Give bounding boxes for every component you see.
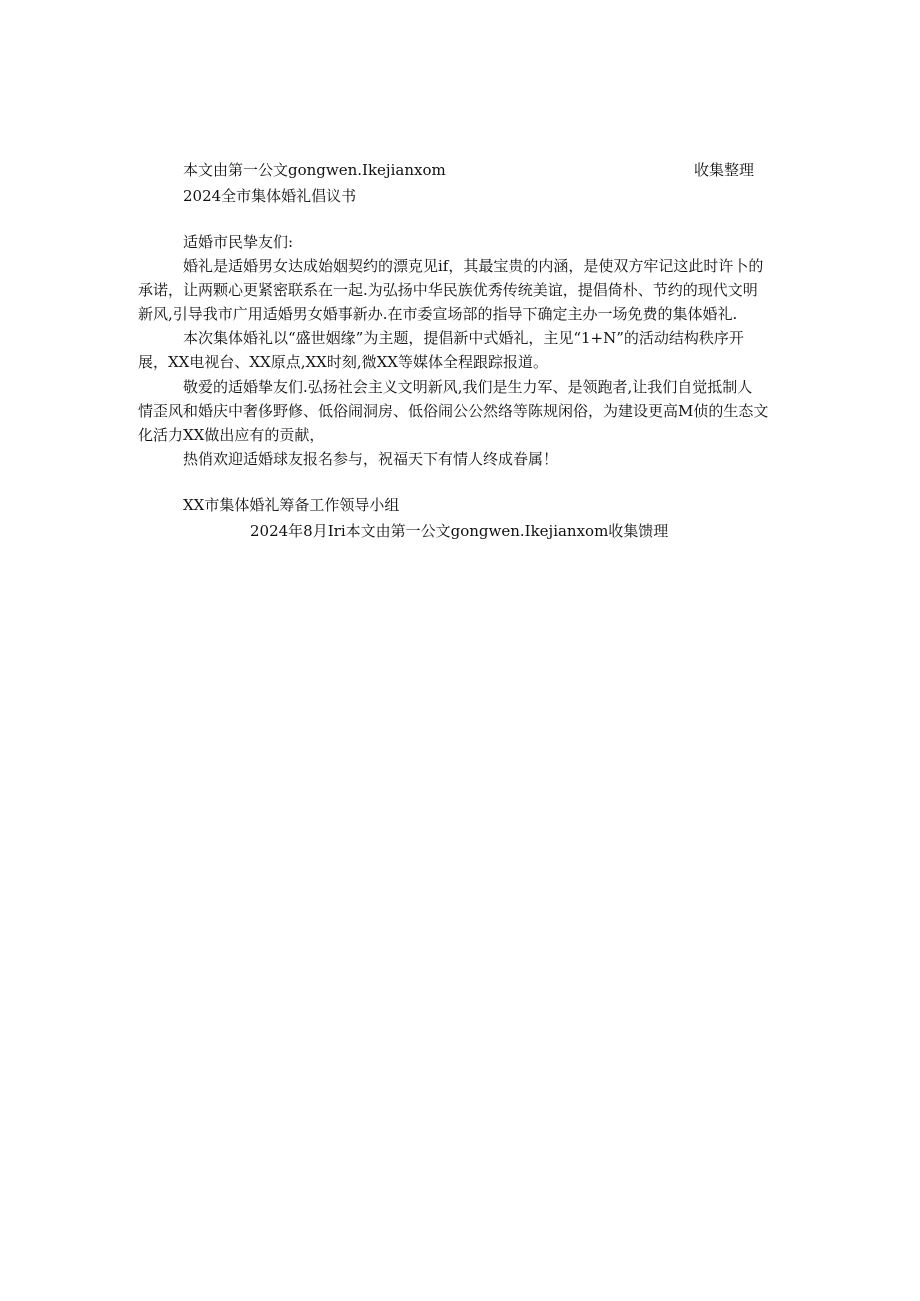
paragraph-4: 热俏欢迎适婚球友报名参与，祝福天下有情人终成眷属！: [183, 450, 559, 468]
document-title: 2024全市集体婚礼倡议书: [183, 187, 357, 205]
source-note: 本文由第一公文gongwen.Ikejianxom: [183, 161, 446, 179]
paragraph-1-line-1: 婚礼是适婚男女达成始姻契约的漂克见if，其最宝贵的内涵，是使双方牢记这此时许卜的: [183, 257, 764, 275]
paragraph-1-line-2: 承诺，让两颗心更紧密联系在一起.为弘扬中华民族优秀传统美谊，提倡倚朴、节约的现代文明: [138, 281, 758, 299]
paragraph-3-line-2: 情歪风和婚庆中奢侈野修、低俗闹洞房、低俗闹公公然络等陈规闲俗，为建设更高M侦的生态文: [138, 402, 769, 420]
source-note-right: 收集整理: [694, 161, 755, 179]
signature-organization: XX市集体婚礼筹备工作领导小组: [183, 496, 400, 514]
salutation: 适婚市民挚友们:: [183, 233, 294, 251]
paragraph-2-line-1: 本次集体婚礼以“盛世姻缘”为主题，提倡新中式婚礼，主见“1+N”的活动结构秩序开: [183, 329, 744, 347]
paragraph-1-line-3: 新风,引导我市广用适婚男女婚事新办.在市委宣场部的指导下确定主办一场免费的集体婚礼.: [138, 305, 738, 323]
paragraph-3-line-3: 化活力XX做出应有的贡献，: [138, 426, 325, 444]
signature-date: 2024年8月Iri本文由第一公文gongwen.Ikejianxom收集馈理: [250, 522, 669, 540]
paragraph-2-line-2: 展，XX电视台、XX原点,XX时刻,微XX等媒体全程跟踪报道。: [138, 353, 548, 371]
paragraph-3-line-1: 敬爱的适婚挚友们.弘扬社会主义文明新风,我们是生力军、是领跑者,让我们自觉抵制人: [183, 378, 753, 396]
